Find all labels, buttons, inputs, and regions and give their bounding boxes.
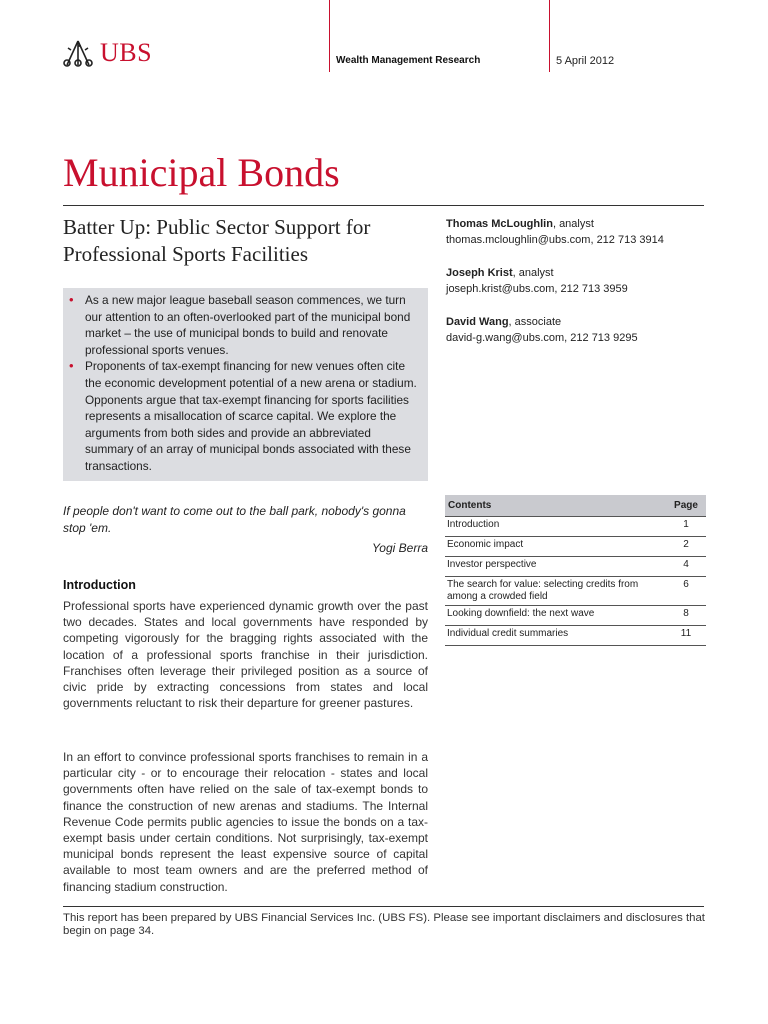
- contents-header-row: [445, 495, 706, 517]
- author-contact[interactable]: thomas.mcloughlin@ubs.com, 212 713 3914: [446, 234, 664, 246]
- contents-row-label[interactable]: Investor perspective: [445, 557, 666, 577]
- author-contact[interactable]: joseph.krist@ubs.com, 212 713 3959: [446, 283, 628, 295]
- summary-list: [63, 288, 428, 475]
- header-divider: [329, 0, 330, 72]
- contents-row-page: 8: [666, 606, 706, 626]
- summary-bullet: • As a new major league baseball season commences, we turn our attention to an often-overlooked part of the municipal bond market – the use of municipal bonds to build and renovate professional sports venues.: [85, 292, 418, 358]
- author-name: Joseph Krist: [446, 267, 513, 279]
- keys-icon: [62, 38, 94, 68]
- author-role: , analyst: [512, 267, 554, 279]
- author-contact[interactable]: david-g.wang@ubs.com, 212 713 9295: [446, 332, 638, 344]
- body-paragraph: In an effort to convince professional sports franchises to remain in a particular city - or to encourage their relocation - states and local governments often have relied on the sale of tax-exempt bonds to finance the construction of new arenas and stadiums. The Internal Revenue Code permits public agencies to issue the bonds on a tax-exempt basis under certain conditions. Not surprisingly, tax-exempt municipal bonds represent the least expensive source of capital available to most team owners and are the preferred method of financing stadium construction.: [63, 750, 428, 894]
- contents-row[interactable]: [445, 537, 706, 557]
- footer-disclaimer: This report has been prepared by UBS Financial Services Inc. (UBS FS). Please see important disclaimers and disclosures that begin on page 34.: [63, 912, 705, 937]
- contents-row-label[interactable]: The search for value: selecting credits from among a crowded field: [445, 577, 666, 606]
- contents-row-label[interactable]: Economic impact: [445, 537, 666, 557]
- contents-row-page: 4: [666, 557, 706, 577]
- quote-text: If people don't want to come out to the ball park, nobody's gonna stop 'em.: [63, 504, 406, 535]
- section-heading: Introduction: [63, 578, 136, 592]
- contents-row[interactable]: [445, 557, 706, 577]
- author-list: [446, 216, 726, 363]
- contents-row[interactable]: [445, 577, 706, 606]
- header-divider: [549, 0, 550, 72]
- contents-row-label[interactable]: Introduction: [445, 517, 666, 537]
- contents-table: [445, 495, 706, 646]
- footer-divider: [63, 906, 704, 907]
- logo-text: UBS: [100, 38, 153, 67]
- summary-box: [63, 288, 428, 481]
- author-entry: [446, 265, 726, 297]
- author-entry: [446, 314, 726, 346]
- quote-attribution: Yogi Berra: [371, 541, 428, 555]
- summary-bullet: • Proponents of tax-exempt financing for new venues often cite the economic development potential of a new arena or stadium. Opponents argue that tax-exempt financing for sports facilities represents a misallocation of scarce capital. We explore the arguments from both sides and provide an abbreviated summary of an array of municipal bonds associated with these transactions.: [85, 358, 418, 474]
- page-title: Municipal Bonds: [63, 150, 340, 195]
- contents-header-label: Contents: [445, 495, 666, 517]
- author-role: , associate: [508, 316, 562, 328]
- contents-row-page: 2: [666, 537, 706, 557]
- body-paragraph: Professional sports have experienced dynamic growth over the past two decades. States and local governments have responded by competing vigorously for the bragging rights associated with the location of a professional sports franchise in their jurisdiction. Franchises often leverage their privileged position as a source of civic pride by extracting concessions from states and local governments reluctant to risk their departure for greener pastures.: [63, 599, 428, 711]
- contents-row-label[interactable]: Looking downfield: the next wave: [445, 606, 666, 626]
- research-series: Wealth Management Research: [336, 55, 481, 66]
- contents-row[interactable]: [445, 626, 706, 646]
- contents-row[interactable]: [445, 517, 706, 537]
- ubs-logo: [62, 38, 152, 68]
- contents-row-page: 1: [666, 517, 706, 537]
- contents-row-label[interactable]: Individual credit summaries: [445, 626, 666, 646]
- contents-row-page: 6: [666, 577, 706, 606]
- report-date: 5 April 2012: [556, 55, 615, 67]
- title-divider: [63, 205, 704, 206]
- contents-row-page: 11: [666, 626, 706, 646]
- author-name: David Wang: [446, 316, 509, 328]
- page-subtitle: Batter Up: Public Sector Support for Professional Sports Facilities: [63, 215, 371, 266]
- author-entry: [446, 216, 726, 248]
- author-name: Thomas McLoughlin: [446, 218, 553, 230]
- author-role: , analyst: [552, 218, 594, 230]
- contents-header-page: Page: [666, 495, 706, 517]
- contents-row[interactable]: [445, 606, 706, 626]
